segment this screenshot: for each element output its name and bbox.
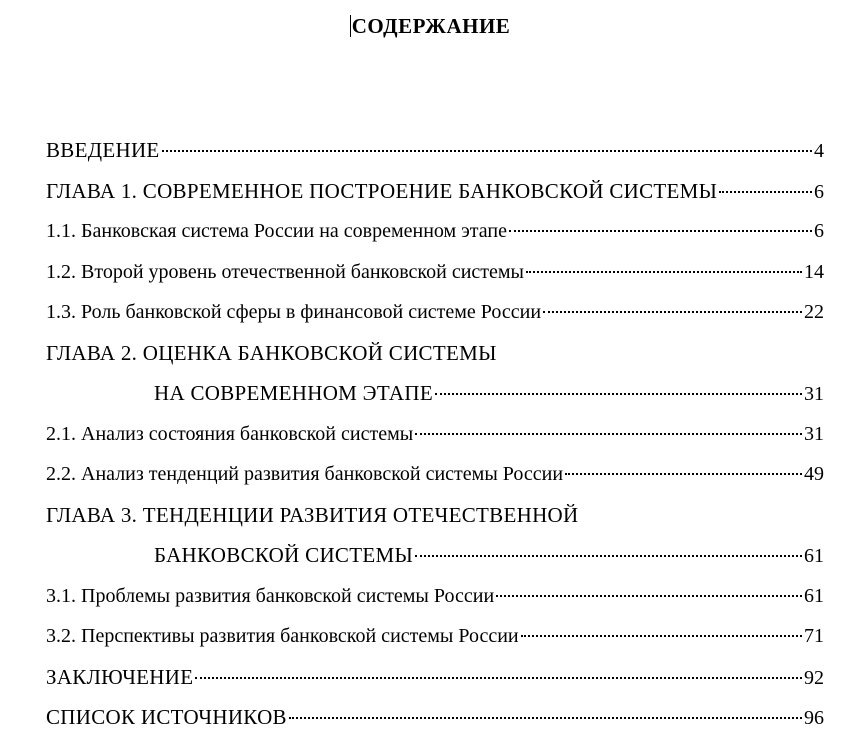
toc-entry-label: 1.2. Второй уровень отечественной банковской системы <box>46 260 524 283</box>
toc-page-number: 4 <box>814 140 824 162</box>
toc-entry-label: 2.2. Анализ тенденций развития банковской системы России <box>46 463 564 485</box>
toc-page-number: 61 <box>804 584 824 607</box>
toc-leader-dots <box>719 190 812 193</box>
toc-entry-section-1-1[interactable] <box>46 211 824 252</box>
toc-entry-section-2-2[interactable] <box>46 454 824 495</box>
toc-leader-dots <box>195 676 802 679</box>
toc-entry-label: 2.1. Анализ состояния банковской системы <box>46 422 414 445</box>
toc-leader-dots <box>496 594 802 597</box>
toc-leader-dots <box>435 392 802 395</box>
toc-leader-dots <box>415 554 802 557</box>
toc-entry-label: 3.1. Проблемы развития банковской системы России <box>46 584 495 607</box>
toc-page-number: 6 <box>814 180 824 203</box>
toc-page-number: 14 <box>804 260 824 283</box>
toc-entry-chapter-2-continuation[interactable] <box>46 373 824 414</box>
toc-entry-continuation: НА СОВРЕМЕННОМ ЭТАПЕ <box>154 381 433 405</box>
toc-entry-chapter-2-heading[interactable] <box>46 333 824 374</box>
toc-leader-dots <box>415 432 802 435</box>
toc-page-number: 71 <box>804 625 824 647</box>
table-of-contents <box>46 130 824 738</box>
toc-leader-dots <box>289 716 802 719</box>
toc-page-number: 6 <box>814 220 824 242</box>
toc-entry-label: ВВЕДЕНИЕ <box>46 138 160 162</box>
toc-entry-section-3-1[interactable] <box>46 576 824 617</box>
toc-page-number: 61 <box>804 545 824 567</box>
toc-entry-label: ЗАКЛЮЧЕНИЕ <box>46 664 194 689</box>
toc-leader-dots <box>162 149 812 152</box>
toc-entry-section-1-2[interactable] <box>46 252 824 293</box>
toc-leader-dots <box>509 229 812 232</box>
toc-entry-chapter-3-continuation[interactable] <box>46 535 824 576</box>
toc-page-number: 22 <box>804 301 824 323</box>
toc-entry-label: ГЛАВА 2. ОЦЕНКА БАНКОВСКОЙ СИСТЕМЫ <box>46 340 497 365</box>
toc-entry-introduction[interactable] <box>46 130 824 171</box>
toc-entry-label: 1.3. Роль банковской сферы в финансовой системе России <box>46 301 542 323</box>
toc-page-number: 92 <box>804 666 824 689</box>
text-cursor <box>350 15 351 37</box>
toc-leader-dots <box>526 270 802 273</box>
toc-entry-continuation: БАНКОВСКОЙ СИСТЕМЫ <box>154 543 414 567</box>
toc-entry-section-1-3[interactable] <box>46 292 824 333</box>
document-title-text: СОДЕРЖАНИЕ <box>351 14 511 38</box>
toc-leader-dots <box>543 310 802 313</box>
toc-leader-dots <box>565 472 802 475</box>
toc-entry-chapter-3-heading[interactable] <box>46 495 824 536</box>
toc-page-number: 49 <box>804 463 824 485</box>
toc-page-number: 96 <box>804 707 824 729</box>
toc-entry-label: 1.1. Банковская система России на современном этапе <box>46 220 507 242</box>
toc-page-number: 31 <box>804 422 824 445</box>
toc-entry-label: ГЛАВА 1. СОВРЕМЕННОЕ ПОСТРОЕНИЕ БАНКОВСКОЙ СИСТЕМЫ <box>46 178 718 203</box>
toc-entry-label: ГЛАВА 3. ТЕНДЕНЦИИ РАЗВИТИЯ ОТЕЧЕСТВЕННОЙ <box>46 502 579 527</box>
toc-entry-label: СПИСОК ИСТОЧНИКОВ <box>46 705 287 729</box>
toc-entry-section-3-2[interactable] <box>46 616 824 657</box>
toc-entry-conclusion[interactable] <box>46 657 824 698</box>
toc-page-number: 31 <box>804 383 824 405</box>
toc-entry-section-2-1[interactable] <box>46 414 824 455</box>
toc-entry-references[interactable] <box>46 697 824 738</box>
toc-leader-dots <box>521 634 802 637</box>
document-title <box>0 14 860 39</box>
toc-entry-chapter-1[interactable] <box>46 171 824 212</box>
toc-entry-label: 3.2. Перспективы развития банковской системы России <box>46 625 519 647</box>
